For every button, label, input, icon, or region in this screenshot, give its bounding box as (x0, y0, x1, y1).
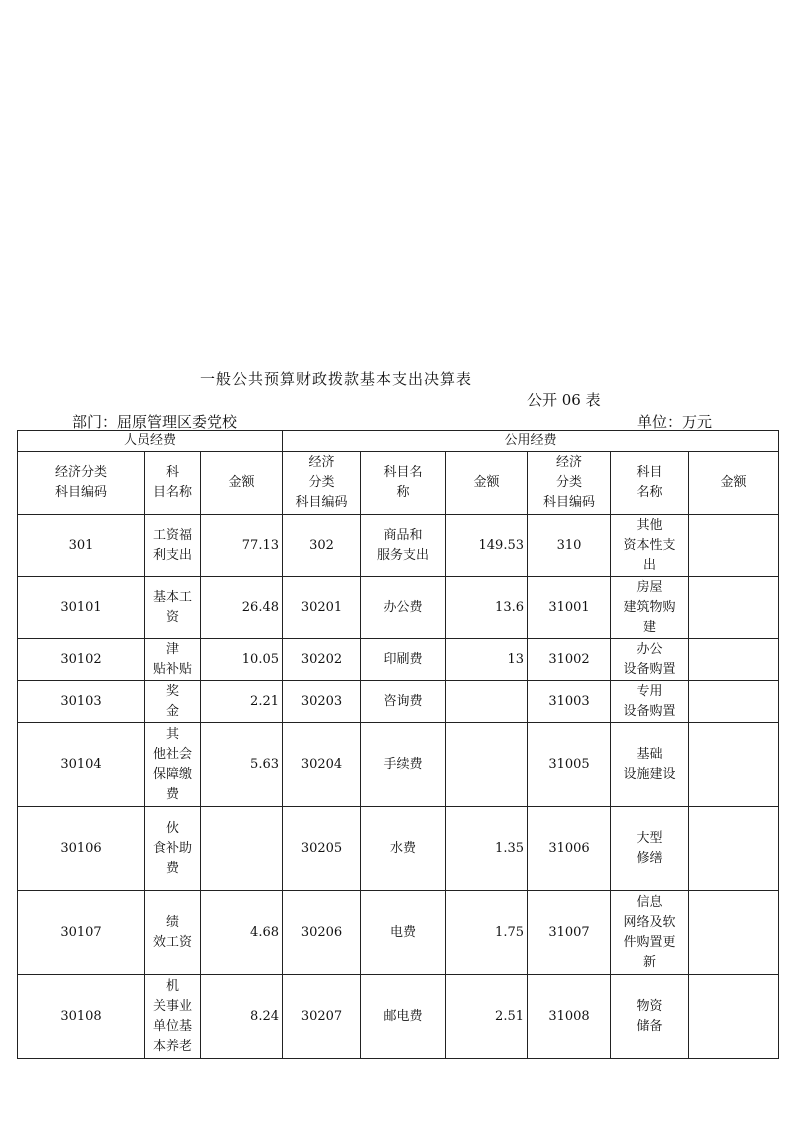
col-personnel-name: 科 目名称 (145, 452, 201, 515)
cell-public-code: 302 (283, 515, 361, 577)
cell-capital-amount (689, 891, 779, 975)
cell-capital-code: 310 (528, 515, 611, 577)
cell-public-code: 30207 (283, 975, 361, 1059)
cell-public-amount (446, 681, 528, 723)
cell-personnel-code: 30108 (18, 975, 145, 1059)
cell-personnel-code: 30101 (18, 577, 145, 639)
cell-personnel-amount: 2.21 (201, 681, 283, 723)
cell-capital-amount (689, 515, 779, 577)
cell-personnel-name: 津 贴补贴 (145, 639, 201, 681)
col-capital-name: 科目 名称 (611, 452, 689, 515)
cell-capital-name: 信息 网络及软 件购置更 新 (611, 891, 689, 975)
cell-personnel-name: 其 他社会 保障缴 费 (145, 723, 201, 807)
cell-public-name: 邮电费 (361, 975, 446, 1059)
table-row (18, 639, 779, 681)
cell-public-amount: 13 (446, 639, 528, 681)
department-label: 部门：屈原管理区委党校 (72, 413, 238, 431)
cell-personnel-code: 301 (18, 515, 145, 577)
group-public: 公用经费 (283, 431, 779, 452)
unit-label: 单位：万元 (637, 413, 713, 431)
cell-public-code: 30204 (283, 723, 361, 807)
cell-personnel-name: 奖 金 (145, 681, 201, 723)
table-row (18, 723, 779, 807)
cell-public-amount: 2.51 (446, 975, 528, 1059)
cell-public-name: 商品和 服务支出 (361, 515, 446, 577)
cell-capital-name: 物资 储备 (611, 975, 689, 1059)
table-row (18, 975, 779, 1059)
cell-personnel-name: 伙 食补助 费 (145, 807, 201, 891)
cell-public-amount (446, 723, 528, 807)
cell-capital-code: 31008 (528, 975, 611, 1059)
cell-public-name: 印刷费 (361, 639, 446, 681)
table-row (18, 681, 779, 723)
cell-capital-code: 31007 (528, 891, 611, 975)
cell-public-name: 手续费 (361, 723, 446, 807)
table-row (18, 807, 779, 891)
table-row (18, 515, 779, 577)
table-code: 公开 06 表 (527, 391, 601, 409)
cell-personnel-amount: 77.13 (201, 515, 283, 577)
cell-capital-code: 31002 (528, 639, 611, 681)
cell-capital-name: 房屋 建筑物购 建 (611, 577, 689, 639)
cell-public-name: 电费 (361, 891, 446, 975)
cell-personnel-amount: 10.05 (201, 639, 283, 681)
cell-capital-name: 其他 资本性支 出 (611, 515, 689, 577)
cell-public-name: 水费 (361, 807, 446, 891)
table-row (18, 577, 779, 639)
cell-public-amount: 149.53 (446, 515, 528, 577)
cell-capital-code: 31005 (528, 723, 611, 807)
report-title: 一般公共预算财政拨款基本支出决算表 (200, 370, 473, 388)
col-personnel-amount: 金额 (201, 452, 283, 515)
cell-personnel-amount: 5.63 (201, 723, 283, 807)
cell-personnel-name: 工资福 利支出 (145, 515, 201, 577)
table-row (18, 891, 779, 975)
cell-personnel-code: 30104 (18, 723, 145, 807)
cell-public-amount: 1.35 (446, 807, 528, 891)
col-public-code: 经济 分类 科目编码 (283, 452, 361, 515)
cell-capital-name: 专用 设备购置 (611, 681, 689, 723)
cell-personnel-name: 机 关事业 单位基 本养老 (145, 975, 201, 1059)
cell-capital-amount (689, 681, 779, 723)
cell-capital-amount (689, 577, 779, 639)
cell-public-amount: 13.6 (446, 577, 528, 639)
cell-personnel-name: 绩 效工资 (145, 891, 201, 975)
cell-personnel-name: 基本工 资 (145, 577, 201, 639)
col-public-name: 科目名 称 (361, 452, 446, 515)
cell-public-code: 30203 (283, 681, 361, 723)
cell-personnel-code: 30107 (18, 891, 145, 975)
group-personnel: 人员经费 (18, 431, 283, 452)
cell-capital-code: 31006 (528, 807, 611, 891)
cell-capital-name: 大型 修缮 (611, 807, 689, 891)
col-capital-code: 经济 分类 科目编码 (528, 452, 611, 515)
cell-capital-amount (689, 723, 779, 807)
cell-personnel-amount: 8.24 (201, 975, 283, 1059)
cell-public-name: 咨询费 (361, 681, 446, 723)
col-public-amount: 金额 (446, 452, 528, 515)
cell-capital-amount (689, 639, 779, 681)
cell-public-code: 30202 (283, 639, 361, 681)
cell-personnel-code: 30103 (18, 681, 145, 723)
cell-capital-amount (689, 807, 779, 891)
cell-personnel-amount: 4.68 (201, 891, 283, 975)
cell-public-code: 30201 (283, 577, 361, 639)
cell-personnel-code: 30106 (18, 807, 145, 891)
cell-personnel-amount: 26.48 (201, 577, 283, 639)
cell-capital-name: 办公 设备购置 (611, 639, 689, 681)
cell-capital-name: 基础 设施建设 (611, 723, 689, 807)
budget-table (17, 430, 779, 1059)
cell-personnel-amount (201, 807, 283, 891)
cell-public-code: 30206 (283, 891, 361, 975)
cell-public-amount: 1.75 (446, 891, 528, 975)
cell-capital-code: 31001 (528, 577, 611, 639)
cell-capital-code: 31003 (528, 681, 611, 723)
cell-public-code: 30205 (283, 807, 361, 891)
cell-personnel-code: 30102 (18, 639, 145, 681)
col-capital-amount: 金额 (689, 452, 779, 515)
cell-public-name: 办公费 (361, 577, 446, 639)
col-personnel-code: 经济分类 科目编码 (18, 452, 145, 515)
column-header-row (18, 452, 779, 515)
cell-capital-amount (689, 975, 779, 1059)
